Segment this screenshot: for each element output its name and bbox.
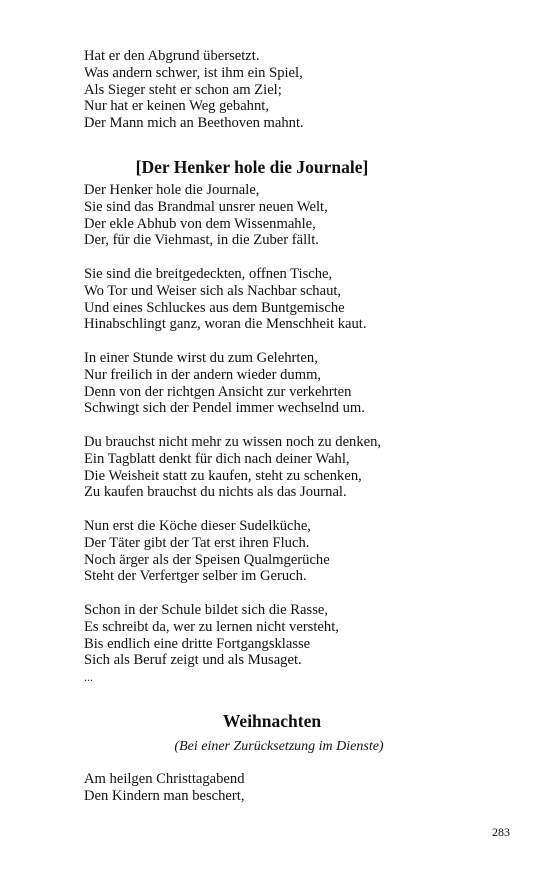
verse-line: Und eines Schluckes aus dem Buntgemische — [84, 299, 345, 316]
verse-line: Wo Tor und Weiser sich als Nachbar schaut, — [84, 282, 342, 299]
poem-title-weihnachten: Weihnachten — [222, 711, 322, 731]
verse-line: Hat er den Abgrund übersetzt. — [84, 48, 260, 64]
stanza — [84, 350, 365, 417]
verse-line: Die Weisheit statt zu kaufen, steht zu schenken, — [84, 467, 362, 484]
verse-line: Es schreibt da, wer zu lernen nicht versteht, — [84, 618, 339, 635]
poem-title-journale: [Der Henker hole die Journale] — [135, 157, 369, 177]
verse-line: Steht der Verfertger selber im Geruch. — [84, 568, 307, 585]
verse-line: Sich als Beruf zeigt und als Musaget. — [84, 652, 302, 669]
stanza — [84, 518, 330, 585]
stanza — [84, 182, 328, 249]
verse-line: Ein Tagblatt denkt für dich nach deiner Wahl, — [84, 450, 350, 467]
verse-line: Der Mann mich an Beethoven mahnt. — [84, 115, 304, 132]
verse-line: Du brauchst nicht mehr zu wissen noch zu denken, — [84, 434, 382, 450]
verse-line: Was andern schwer, ist ihm ein Spiel, — [84, 64, 303, 81]
verse-line: Schwingt sich der Pendel immer wechselnd um. — [84, 400, 365, 417]
verse-line: Den Kindern man beschert, — [84, 787, 245, 804]
verse-line: Nur hat er keinen Weg gebahnt, — [84, 98, 269, 115]
verse-line: In einer Stunde wirst du zum Gelehrten, — [84, 350, 318, 366]
verse-line: Der, für die Viehmast, in die Zuber fällt. — [84, 232, 319, 249]
verse-line: Nun erst die Köche dieser Sudelküche, — [84, 518, 311, 534]
page-number: 283 — [492, 825, 510, 839]
verse-line: Hinabschlingt ganz, woran die Menschheit kaut. — [84, 316, 367, 333]
intro-stanza — [84, 48, 304, 132]
verse-line: Denn von der richtgen Ansicht zur verkehrten — [84, 383, 352, 400]
verse-line: Noch ärger als der Speisen Qualmgerüche — [84, 551, 330, 568]
verse-line: Der ekle Abhub von dem Wissenmahle, — [84, 215, 316, 232]
stanza — [84, 602, 339, 686]
stanza — [84, 266, 366, 333]
verse-line: Sie sind die breitgedeckten, offnen Tische, — [84, 266, 333, 282]
verse-line: Als Sieger steht er schon am Ziel; — [84, 81, 282, 98]
stanza — [84, 771, 245, 805]
verse-line: Sie sind das Brandmal unsrer neuen Welt, — [84, 198, 328, 215]
verse-line: Am heilgen Christtagabend — [84, 771, 245, 787]
verse-line: Nur freilich in der andern wieder dumm, — [84, 366, 322, 383]
verse-line: Zu kaufen brauchst du nichts als das Journal. — [84, 484, 347, 501]
verse-line: Der Täter gibt der Tat erst ihren Fluch. — [84, 534, 310, 551]
verse-line: Der Henker hole die Journale, — [84, 182, 260, 198]
verse-line: Bis endlich eine dritte Fortgangsklasse — [84, 635, 311, 652]
verse-line: Schon in der Schule bildet sich die Rasse, — [84, 602, 328, 618]
stanza — [84, 434, 381, 501]
omission-ellipsis: ... — [84, 670, 93, 685]
poem-subtitle: (Bei einer Zurücksetzung im Dienste) — [174, 739, 384, 754]
